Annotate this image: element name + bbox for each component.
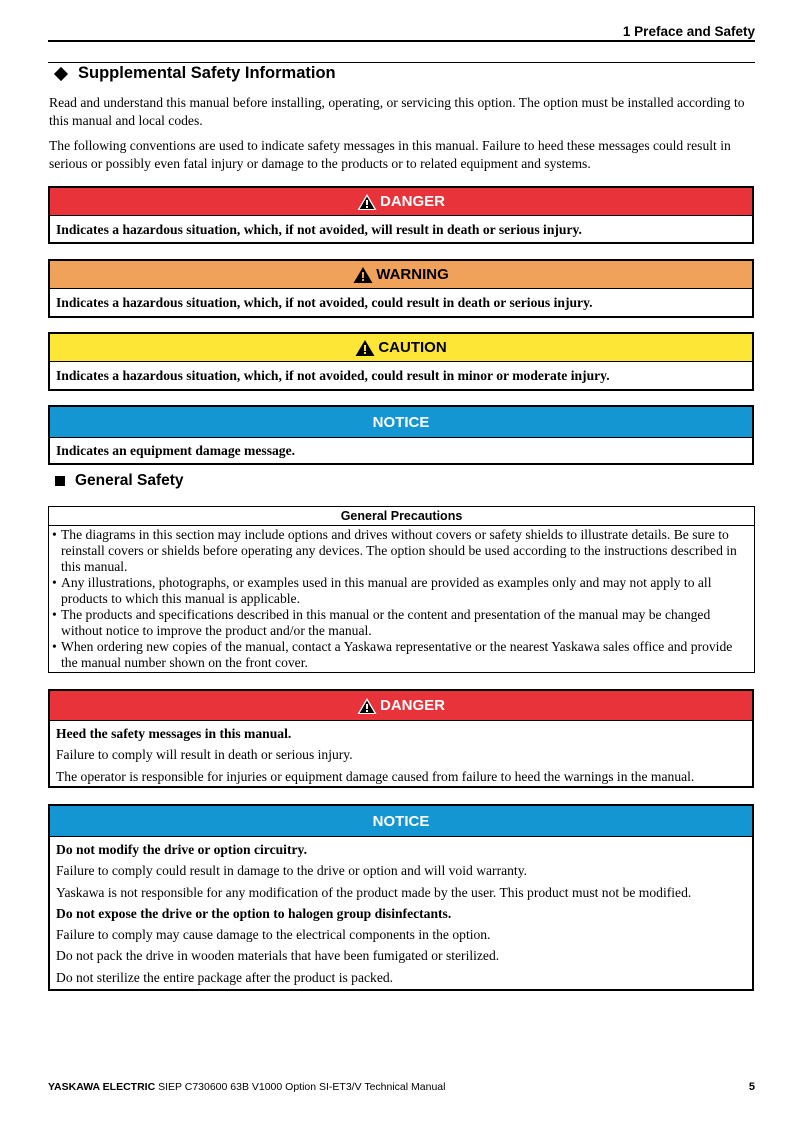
diamond-bullet-icon [54,66,68,80]
precautions-list [49,526,754,671]
list-item: • When ordering new copies of the manual, contact a Yaskawa representative or the nearest Yaskawa sales office and provide the manual number shown on the front cover. [52,639,751,671]
danger-definition-box [48,186,754,244]
list-item: • The products and specifications described in this manual or the content and presentation of the manual may be changed without notice to improve the product and/or the manual. [52,607,751,639]
warning-triangle-icon [355,339,375,357]
notice-line: Failure to comply may cause damage to the electrical components in the option. [56,927,491,943]
notice-line: Do not pack the drive in wooden materials that have been fumigated or sterilized. [56,948,500,964]
notice-label: NOTICE [372,413,430,431]
notice-message-box [48,804,754,991]
caution-definition-box [48,332,754,391]
conventions-paragraph: The following conventions are used to indicate safety messages in this manual. Failure to heed these messages could result in serious or possibly even fatal injury or damage to the products or to related equipment and systems. [49,138,731,171]
warning-triangle-icon [357,193,377,211]
notice-line: Do not expose the drive or the option to halogen group disinfectants. [56,905,452,921]
notice-line: Do not sterilize the entire package after the product is packed. [56,969,394,985]
notice-message-header [50,806,752,837]
warning-header [50,261,752,289]
danger-line: The operator is responsible for injuries or equipment damage caused from failure to heed the warnings in the manual. [56,768,695,784]
caution-label: CAUTION [378,339,447,356]
warning-definition-text: Indicates a hazardous situation, which, if not avoided, could result in death or serious injury. [56,295,593,310]
warning-triangle-icon [357,697,377,715]
general-safety-heading [55,472,184,490]
danger-line: Heed the safety messages in this manual. [56,726,292,741]
notice-definition-box [48,405,754,465]
notice-line: Yaskawa is not responsible for any modification of the product made by the user. This product must not be modified. [56,884,692,900]
notice-line: Failure to comply could result in damage to the drive or option and will void warranty. [56,863,528,879]
footer-doc-title: SIEP C730600 63B V1000 Option SI-ET3/V Technical Manual [158,1081,446,1093]
notice-header [50,407,752,438]
caution-header [50,334,752,362]
danger-definition-text: Indicates a hazardous situation, which, if not avoided, will result in death or serious injury. [56,222,582,237]
list-item: • Any illustrations, photographs, or examples used in this manual are provided as examples only and may not apply to all products to which this manual is applicable. [52,575,751,607]
danger-message-header [50,691,752,721]
list-item: • The diagrams in this section may include options and drives without covers or safety shields to illustrate details. Be sure to reinstall covers or shields before operating any devices. The option should be used according to the instructions described in this manual. [52,527,751,575]
header-rule [48,40,755,42]
danger-message-label: DANGER [379,697,445,714]
warning-label: WARNING [376,266,449,283]
warning-triangle-icon [353,266,373,284]
danger-label: DANGER [379,193,445,210]
header-rule-thin [48,62,755,63]
footer-document-info [48,1081,445,1093]
square-bullet-icon [55,476,65,486]
general-safety-title: General Safety [75,472,184,489]
chapter-header: 1 Preface and Safety [622,24,755,39]
section-title: Supplemental Safety Information [78,64,336,82]
danger-message-body [50,721,752,792]
danger-line: Failure to comply will result in death or serious injury. [56,747,353,763]
footer-brand: YASKAWA ELECTRIC [48,1081,156,1093]
notice-line: Do not modify the drive or option circuitry. [56,842,307,857]
notice-message-label: NOTICE [372,812,430,830]
page-number: 5 [748,1081,755,1093]
general-precautions-box [48,506,755,673]
section-heading [53,64,336,83]
danger-message-box [48,689,754,788]
intro-paragraph: Read and understand this manual before installing, operating, or servicing this option. The option must be installed according to this manual and local codes. [49,95,745,128]
warning-definition-box [48,259,754,318]
caution-definition-text: Indicates a hazardous situation, which, if not avoided, could result in minor or moderate injury. [56,368,610,383]
precautions-title: General Precautions [49,507,754,526]
notice-definition-text: Indicates an equipment damage message. [56,443,296,458]
danger-header [50,188,752,216]
notice-message-body [50,837,752,993]
